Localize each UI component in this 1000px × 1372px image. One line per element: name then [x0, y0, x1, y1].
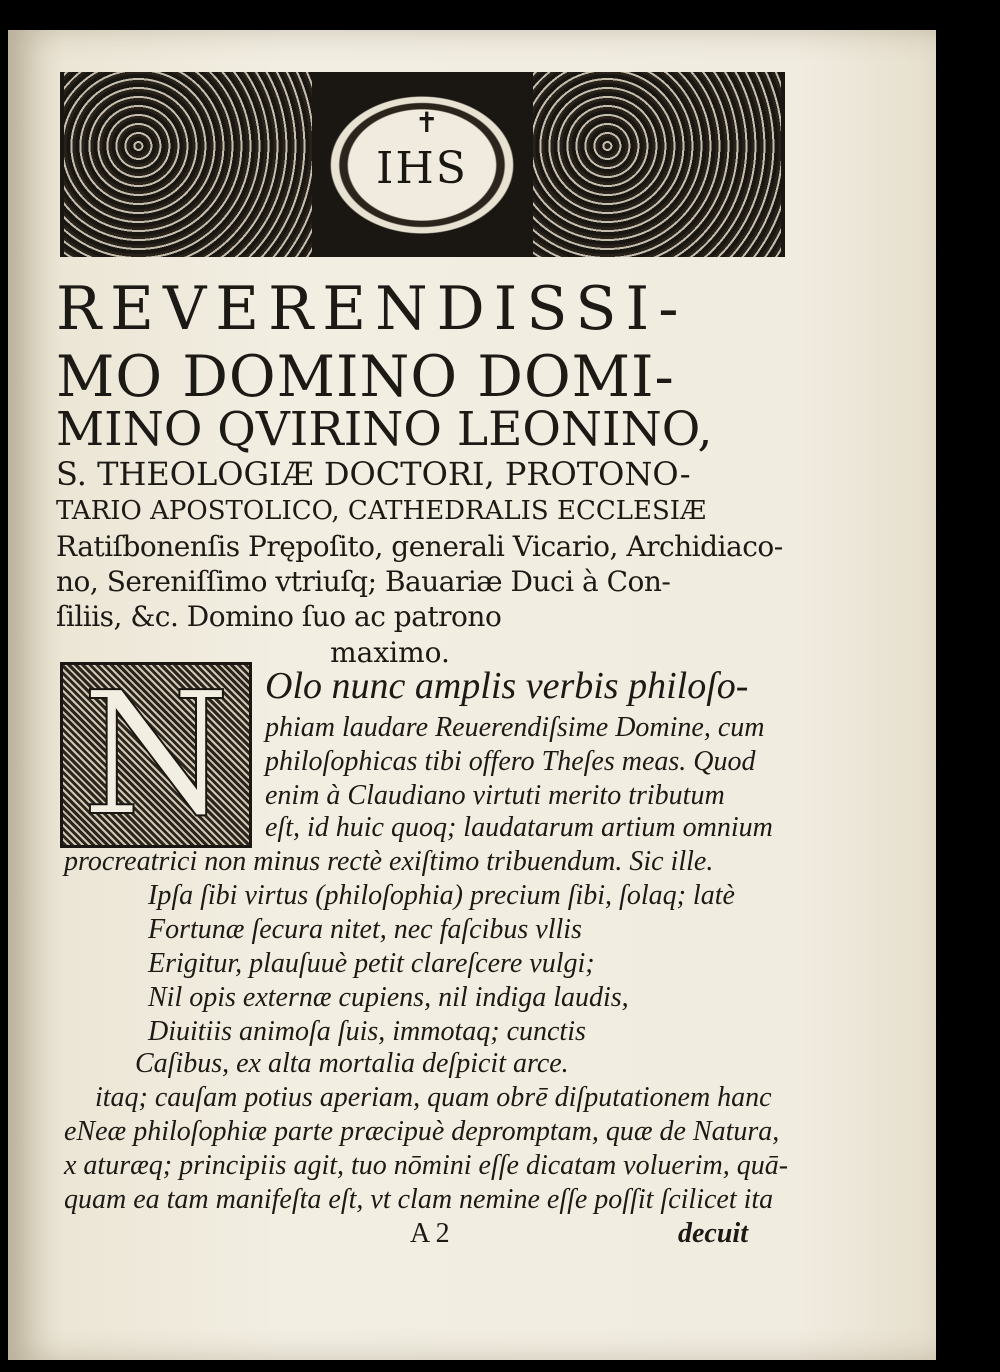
catchword: decuit	[678, 1218, 748, 1249]
body-line: procreatrici non minus rectè exiſtimo tribuendum. Sic ille.	[64, 846, 714, 877]
body-line: philoſophicas tibi offero Theſes meas. Quod	[265, 746, 756, 777]
verse-line: Erigitur, plauſuuè petit clareſcere vulgi;	[148, 948, 595, 979]
verse-line: Diuitiis animoſa ſuis, immotaq; cunctis	[148, 1016, 586, 1047]
heading-line-5: TARIO APOSTOLICO, CATHEDRALIS ECCLESIÆ	[56, 496, 707, 526]
verse-line: Caſibus, ex alta mortalia deſpicit arce.	[135, 1048, 569, 1079]
body-line: itaq; cauſam potius aperiam, quam obrē diſputationem hanc	[95, 1082, 772, 1113]
ihs-medallion	[322, 90, 522, 240]
verse-line: Nil opis externæ cupiens, nil indiga laudis,	[148, 982, 629, 1013]
headpiece-ornament	[60, 72, 785, 257]
body-line: phiam laudare Reuerendiſsime Domine, cum	[265, 712, 765, 743]
heading-line-3: MINO QVIRINO LEONINO,	[56, 402, 713, 457]
heading-line-6: Ratiſbonenſis Prępoſito, generali Vicario, Archidiaco-	[56, 530, 783, 563]
cross-icon: ✝	[415, 106, 439, 139]
body-line: eNeæ philoſophiæ parte præcipuè depromptam, quæ de Natura,	[64, 1116, 780, 1147]
body-line: eſt, id huic quoq; laudatarum artium omnium	[265, 812, 773, 843]
body-line: quam ea tam manifeſta eſt, vt clam nemine eſſe poſſit ſcilicet ita	[64, 1184, 774, 1215]
heading-line-4: S. THEOLOGIÆ DOCTORI, PROTONO-	[56, 455, 691, 493]
heading-line-9: maximo.	[330, 636, 450, 669]
ihs-monogram: IHS	[376, 142, 468, 194]
body-line: x aturæq; principiis agit, tuo nōmini eſſe dicatam voluerim, quā-	[64, 1150, 789, 1181]
heading-line-2: MO DOMINO DOMI-	[56, 344, 675, 410]
dropcap-initial	[60, 656, 252, 854]
heading-line-7: no, Sereniſſimo vtriuſq; Bauariæ Duci à Con-	[56, 565, 671, 598]
verse-line: Ipſa ſibi virtus (philoſophia) precium ſibi, ſolaq; latè	[148, 880, 735, 911]
signature-mark: A 2	[410, 1218, 450, 1249]
dropcap-letter: N	[81, 656, 231, 854]
ornament-left-scroll	[64, 72, 312, 257]
verse-line: Fortunæ ſecura nitet, nec faſcibus vllis	[148, 914, 582, 945]
body-line: Olo nunc amplis verbis philoſo-	[265, 665, 749, 707]
heading-line-1: REVERENDISSI-	[56, 274, 688, 344]
ornament-right-scroll	[533, 72, 781, 257]
body-line: enim à Claudiano virtuti merito tributum	[265, 780, 725, 811]
heading-line-8: ſiliis, &c. Domino ſuo ac patrono	[56, 600, 502, 633]
